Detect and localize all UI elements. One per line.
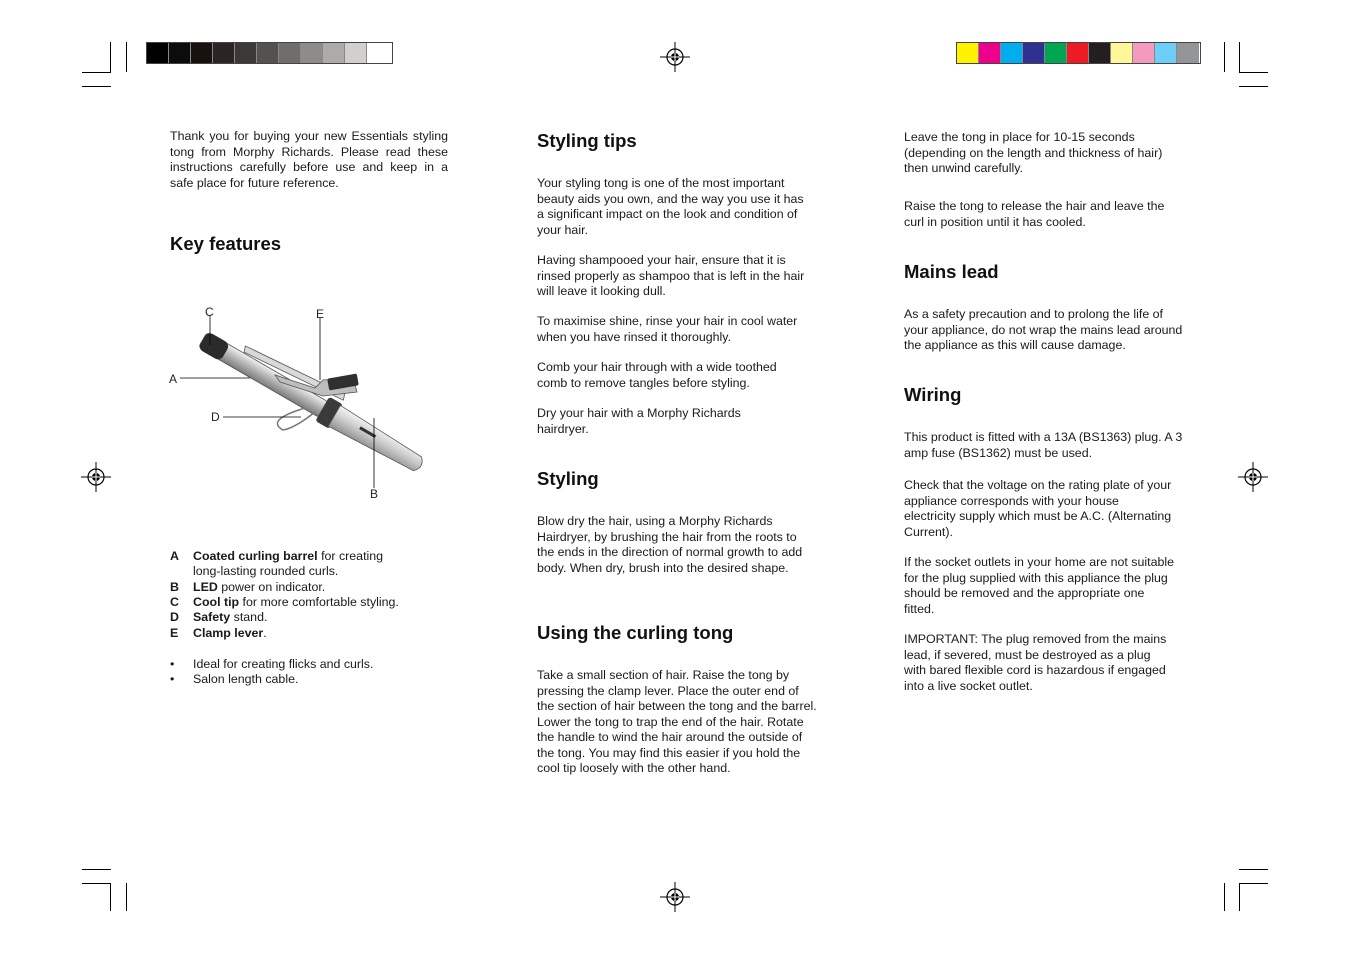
diagram-label-d: D [211, 410, 220, 424]
leave-tong-paragraph: Leave the tong in place for 10-15 seconds (depending on the length and thickness of hair) then unwind carefully. [904, 130, 1163, 175]
grey-color-bar [146, 42, 393, 64]
bullet-item: Salon length cable. [193, 672, 299, 686]
key-features-heading: Key features [170, 233, 282, 254]
colorbar-swatch [1001, 43, 1023, 63]
greybar-swatch [191, 43, 213, 63]
wiring-paragraph-2: Check that the voltage on the rating plate of your appliance corresponds with your house electricity supply which must be A.C. (Alternating Current). [904, 478, 1172, 539]
wiring-paragraph-4: IMPORTANT: The plug removed from the mains lead, if severed, must be destroyed as a plug with bared flexible cord is hazardous if engaged into a live socket outlet. [904, 632, 1167, 693]
greybar-swatch [169, 43, 191, 63]
greybar-swatch [147, 43, 169, 63]
wiring-paragraph-3: If the socket outlets in your home are not suitable for the plug supplied with this appliance the plug should be removed and the appropriate one fitted. [904, 555, 1174, 616]
styling-tips-paragraph-2: Having shampooed your hair, ensure that it is rinsed properly as shampoo that is left in the hair will leave it looking dull. [537, 253, 805, 298]
greybar-swatch [279, 43, 301, 63]
registration-mark-right-icon [1238, 462, 1268, 492]
using-curling-tong-heading: Using the curling tong [537, 622, 734, 643]
bullet-icon: • [170, 657, 175, 671]
diagram-label-c: C [205, 305, 214, 319]
diagram-label-a: A [169, 372, 178, 386]
greybar-swatch [367, 43, 389, 63]
bullet-item: Ideal for creating flicks and curls. [193, 657, 374, 671]
greybar-swatch [257, 43, 279, 63]
colorbar-swatch [979, 43, 1001, 63]
greybar-swatch [345, 43, 367, 63]
colorbar-swatch [1023, 43, 1045, 63]
styling-tips-paragraph-5: Dry your hair with a Morphy Richards hairdryer. [537, 406, 741, 436]
mains-lead-heading: Mains lead [904, 261, 999, 282]
registration-mark-top-icon [660, 42, 690, 72]
greybar-swatch [301, 43, 323, 63]
wiring-heading: Wiring [904, 384, 962, 405]
colorbar-swatch [1045, 43, 1067, 63]
colorbar-swatch [1089, 43, 1111, 63]
curling-tong-diagram [165, 300, 435, 505]
styling-heading: Styling [537, 468, 599, 489]
colorbar-swatch [1133, 43, 1155, 63]
colorbar-swatch [1177, 43, 1199, 63]
registration-mark-left-icon [81, 462, 111, 492]
registration-mark-bottom-icon [660, 882, 690, 912]
process-color-bar [956, 42, 1201, 64]
colorbar-swatch [1155, 43, 1177, 63]
raise-tong-paragraph: Raise the tong to release the hair and leave the curl in position until it has cooled. [904, 199, 1165, 229]
colorbar-swatch [1111, 43, 1133, 63]
bullet-icon: • [170, 672, 175, 686]
intro-paragraph: Thank you for buying your new Essentials styling tong from Morphy Richards. Please read these instructions carefully before use and keep in a safe place for future reference. [170, 129, 448, 190]
using-curling-tong-paragraph: Take a small section of hair. Raise the tong by pressing the clamp lever. Place the outer end of the section of hair between the tong and the barrel. Lower the tong to trap the end of the hair. Rotate the handle to wind the hair around the outside of the tong. You may find this easier if you hold the cool tip loosely with the other hand. [537, 668, 817, 775]
styling-tips-paragraph-3: To maximise shine, rinse your hair in cool water when you have rinsed it thoroughly. [537, 314, 798, 344]
styling-tips-paragraph-4: Comb your hair through with a wide toothed comb to remove tangles before styling. [537, 360, 777, 390]
styling-tips-paragraph-1: Your styling tong is one of the most important beauty aids you own, and the way you use it has a significant impact on the look and condition of your hair. [537, 176, 804, 237]
styling-paragraph: Blow dry the hair, using a Morphy Richards Hairdryer, by brushing the hair from the roots to the ends in the direction of normal growth to add body. When dry, brush into the desired shape. [537, 514, 803, 575]
greybar-swatch [323, 43, 345, 63]
mains-lead-paragraph: As a safety precaution and to prolong the life of your appliance, do not wrap the mains lead around the appliance as this will cause damage. [904, 307, 1183, 352]
greybar-swatch [235, 43, 257, 63]
wiring-paragraph-1: This product is fitted with a 13A (BS1363) plug. A 3 amp fuse (BS1362) must be used. [904, 430, 1183, 460]
diagram-label-e: E [316, 307, 325, 321]
styling-tips-heading: Styling tips [537, 130, 637, 151]
greybar-swatch [213, 43, 235, 63]
colorbar-swatch [1067, 43, 1089, 63]
colorbar-swatch [957, 43, 979, 63]
diagram-label-b: B [370, 487, 379, 501]
